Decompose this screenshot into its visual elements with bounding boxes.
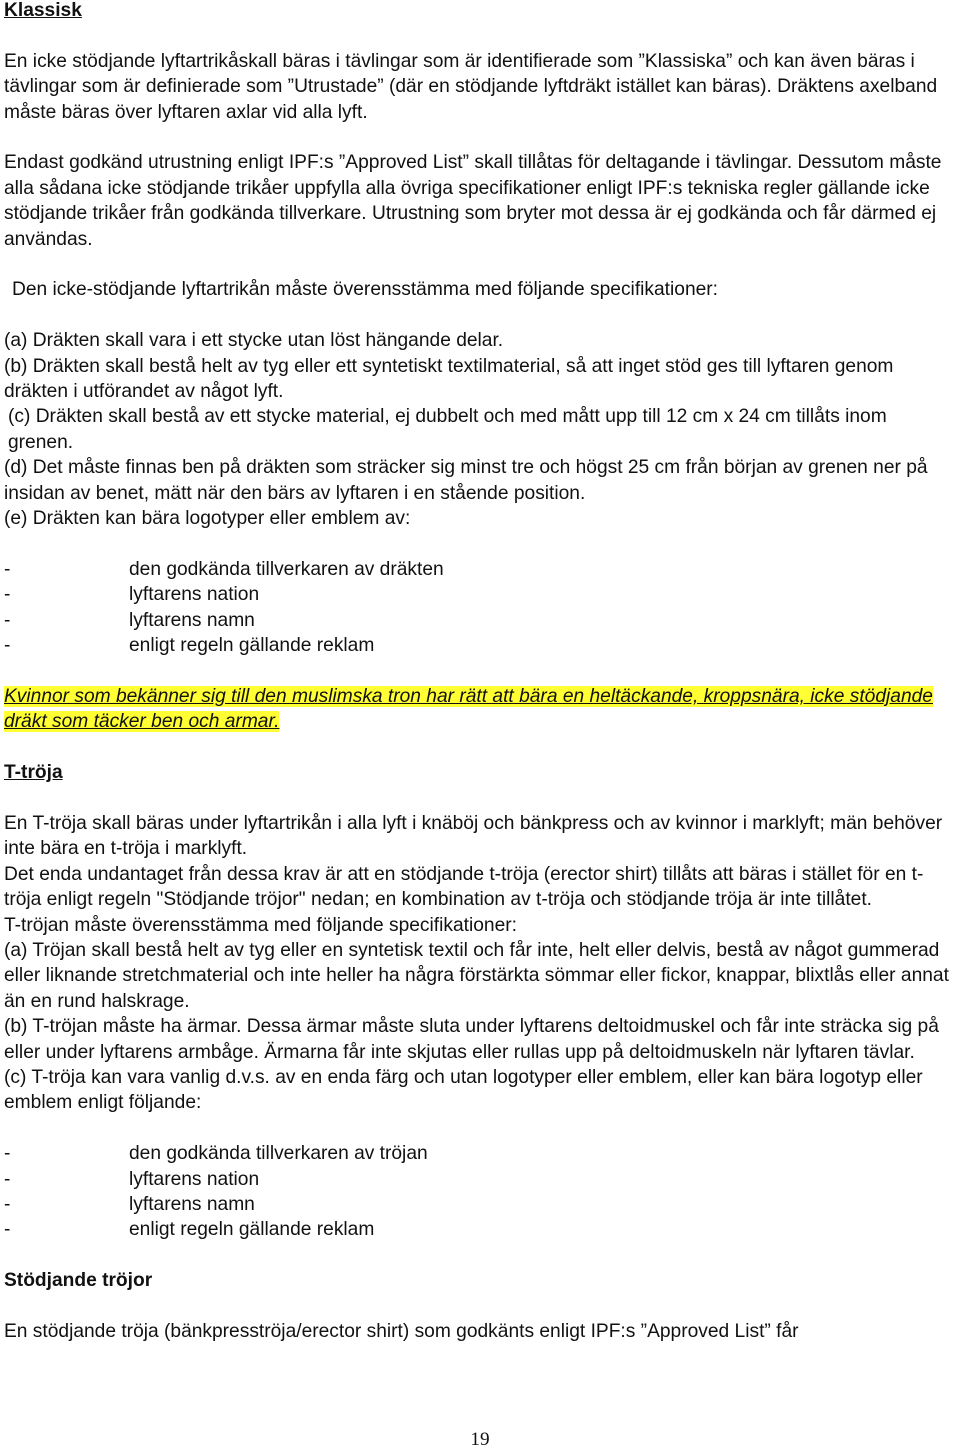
klassisk-spec-c: (c) Dräkten skall bestå av ett stycke material, ej dubbelt och med mått upp till 12 cm x 24 cm tillåts inom grenen. <box>8 406 887 453</box>
klassisk-spec-b: (b) Dräkten skall bestå helt av tyg eller ett syntetiskt textilmaterial, så att inget stöd ges till lyftaren genom dräkten i utförandet av något lyft. <box>4 355 894 403</box>
klassisk-spec-d: (d) Det måste finnas ben på dräkten som sträcker sig minst tre och högst 25 cm från början av grenen ner på insidan av benet, mätt när den bärs av lyftaren i en stående position. <box>4 457 928 504</box>
list-item: - den godkända tillverkaren av dräkten <box>4 558 444 580</box>
highlighted-note <box>4 684 956 735</box>
klassisk-paragraph-2: Endast godkänd utrustning enligt IPF:s ”Approved List” skall tillåtas för deltagande i tävlingar. Dessutom måste alla sådana icke stödjande trikåer uppfylla alla övriga specifikationer enligt IPF:s tekniska regler gällande icke stödjande trikåer från godkända tillverkare. Utrustning som bryter mot dessa är ej godkända och får därmed ej användas. <box>4 152 942 250</box>
stodjande-paragraph-1: En stödjande tröja (bänkpresströja/erector shirt) som godkänts enligt IPF:s ”Approved List” får <box>4 1320 799 1342</box>
ttroja-paragraph-1: En T-tröja skall bäras under lyftartrikån i alla lyft i knäböj och bänkpress och av kvinnor i marklyft; män behöver inte bära en t-tröja i marklyft. <box>4 812 943 860</box>
klassisk-spec-e: (e) Dräkten kan bära logotyper eller emblem av: <box>4 508 411 530</box>
list-item: - lyftarens nation <box>4 1168 260 1190</box>
klassisk-paragraph-1: En icke stödjande lyftartrikåskall bäras i tävlingar som är identifierade som ”Klassiska” och kan även bäras i tävlingar som är definierade som ”Utrustade” (där en stödjande lyftdräkt istället kan bäras). Dräktens axelband måste bäras över lyftaren axlar vid alla lyft. <box>4 50 938 123</box>
ttroja-spec-a: (a) Tröjan skall bestå helt av tyg eller en syntetisk textil och får inte, helt eller delvis, bestå av något gummerad eller liknande stretchmaterial och inte heller ha några förstärkta sömmar eller fickor, knappar, blixtlås eller annat än en rund halskrage. <box>4 939 949 1012</box>
list-item: - lyftarens namn <box>4 1193 255 1215</box>
page-number: 19 <box>470 1429 490 1450</box>
ttroja-paragraph-2: Det enda undantaget från dessa krav är att en stödjande t-tröja (erector shirt) tillåts att bäras i stället för en t-tröja enligt regeln "Stödjande tröjor" nedan; en kombination av t-tröja och stödjande tröja är inte tillåtet. <box>4 863 924 911</box>
ttroja-spec-b: (b) T-tröjan måste ha ärmar. Dessa ärmar måste sluta under lyftarens deltoidmuskel och får inte sträcka sig på eller under lyftarens armbåge. Ärmarna får inte skjutas eller rullas upp på deltoidmuskeln när lyftaren tävlar. <box>4 1016 939 1063</box>
klassisk-logo-list <box>4 557 956 659</box>
ttroja-spec-c: (c) T-tröja kan vara vanlig d.v.s. av en enda färg och utan logotyper eller emblem, eller kan bära logotyp eller emblem enligt följande: <box>4 1066 923 1114</box>
section-heading-stodjande: Stödjande tröjor <box>4 1270 153 1292</box>
section-heading-ttroja: T-tröja <box>4 762 63 784</box>
highlighted-text: Kvinnor som bekänner sig till den muslimska tron har rätt att bära en heltäckande, kroppsnära, icke stödjande dräkt som täcker ben och armar. <box>4 685 933 733</box>
list-item: - enligt regeln gällande reklam <box>4 1219 375 1241</box>
ttroja-spec-intro: T-tröjan måste överensstämma med följande specifikationer: <box>4 914 517 936</box>
list-item: - lyftarens nation <box>4 584 260 606</box>
ttroja-logo-list <box>4 1141 956 1243</box>
list-item: - lyftarens namn <box>4 609 255 631</box>
klassisk-spec-intro: Den icke-stödjande lyftartrikån måste överensstämma med följande specifikationer: <box>12 279 719 301</box>
section-heading-klassisk: Klassisk <box>4 0 82 21</box>
list-item: - enligt regeln gällande reklam <box>4 635 375 657</box>
document-page <box>4 0 956 1344</box>
klassisk-spec-a: (a) Dräkten skall vara i ett stycke utan löst hängande delar. <box>4 330 504 352</box>
list-item: - den godkända tillverkaren av tröjan <box>4 1143 428 1165</box>
